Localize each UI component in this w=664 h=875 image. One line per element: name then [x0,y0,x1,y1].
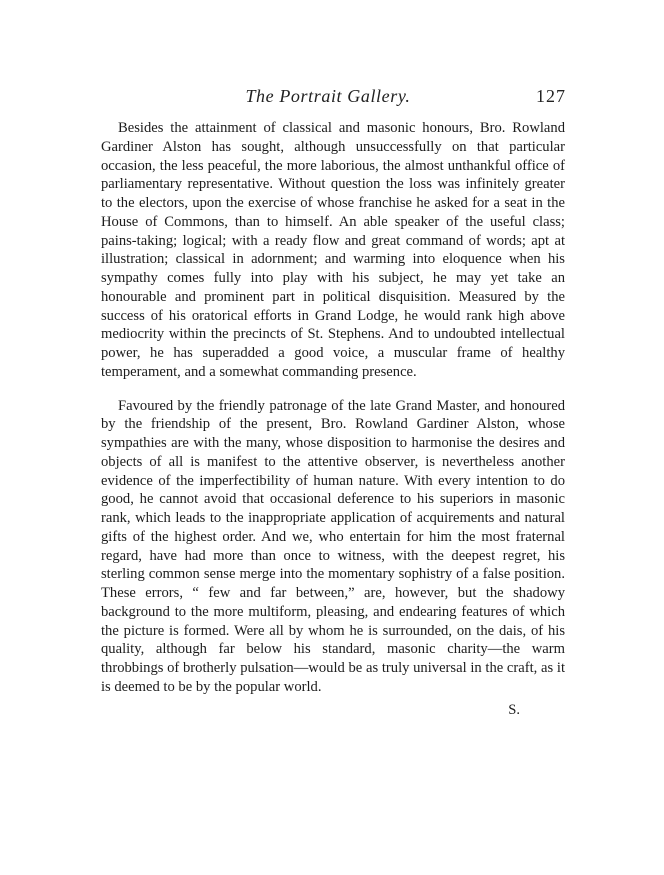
running-title: The Portrait Gallery. [245,86,411,106]
paragraph-1: Besides the attainment of classical and masonic honours, Bro. Rowland Gardiner Alston has sought, although unsuccessfully on that particular occasion, the less peaceful, the more laborious, the almost unthankful office of parliamentary representative. Without question the loss was infinitely greater to the electors, upon the exercise of whose franchise he asked for a seat in the House of Commons, than to himself. An able speaker of the useful class; pains-taking; logical; with a ready flow and great command of words; apt at illustration; classical in adornment; and warming into eloquence when his sympathy comes fully into play with his subject, he may yet take an honourable and prominent part in political disquisition. Measured by the success of his oratorical efforts in Grand Lodge, he would rank high above mediocrity within the precincts of St. Stephens. And to undoubted intellectual power, he has superadded a good voice, a muscular frame of healthy temperament, and a somewhat commanding presence. [101,120,565,380]
running-header [90,86,566,108]
article-body [101,119,565,719]
page-number: 127 [536,86,566,106]
author-signature: S. [508,701,520,718]
paragraph-2: Favoured by the friendly patronage of the late Grand Master, and honoured by the friendship of the present, Bro. Rowland Gardiner Alston, whose sympathies are with the many, whose disposition to harmonise the desires and objects of all is manifest to the attentive observer, is nevertheless another evidence of the imperfectibility of human nature. With every intention to do good, he cannot avoid that occasional deference to his superiors in masonic rank, which leads to the inappropriate application of acquirements and natural gifts of the highest order. And we, who entertain for him the most fraternal regard, have had more than once to witness, with the deepest regret, his sterling common sense merge into the momentary sophistry of a false position. These errors, “ few and far between,” are, however, but the shadowy background to the more multiform, pleasing, and endearing features of which the picture is formed. Were all by whom he is surrounded, on the dais, of his quality, although far below his standard, masonic charity—the warm throbbings of brotherly pulsation—would be as truly universal in the craft, as it is deemed to be by the popular world. [101,397,565,695]
